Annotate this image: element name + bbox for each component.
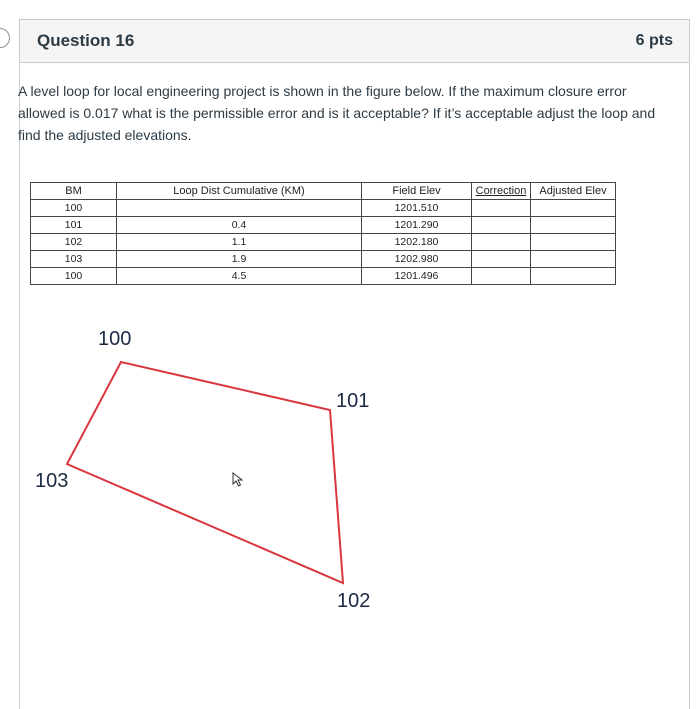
cell-adjusted [531, 268, 616, 285]
header-adjusted-elev: Adjusted Elev [531, 183, 616, 200]
cell-correction [472, 200, 531, 217]
cell-dist: 1.1 [117, 234, 362, 251]
cell-bm: 100 [31, 268, 117, 285]
label-bm-103: 103 [35, 470, 69, 492]
cell-bm: 100 [31, 200, 117, 217]
circle-marker-icon [0, 28, 10, 48]
level-loop-polygon [67, 362, 343, 583]
cell-correction [472, 251, 531, 268]
header-correction: Correction [472, 183, 531, 200]
cell-adjusted [531, 217, 616, 234]
question-header [20, 20, 689, 63]
mouse-pointer-icon [232, 472, 246, 493]
cell-elev: 1201.290 [362, 217, 472, 234]
table-row [31, 251, 616, 268]
benchmark-table [30, 182, 616, 285]
cell-dist: 4.5 [117, 268, 362, 285]
cell-adjusted [531, 200, 616, 217]
cell-elev: 1202.180 [362, 234, 472, 251]
cell-elev: 1202.980 [362, 251, 472, 268]
cell-dist: 1.9 [117, 251, 362, 268]
cell-correction [472, 217, 531, 234]
cell-dist: 0.4 [117, 217, 362, 234]
question-title: Question 16 [37, 31, 135, 50]
table-header-row [31, 183, 616, 200]
table-row [31, 268, 616, 285]
label-bm-100: 100 [98, 328, 132, 350]
cell-elev: 1201.496 [362, 268, 472, 285]
cell-bm: 103 [31, 251, 117, 268]
question-points: 6 pts [635, 32, 673, 49]
table-row [31, 217, 616, 234]
cell-elev: 1201.510 [362, 200, 472, 217]
cell-dist [117, 200, 362, 217]
question-text: A level loop for local engineering project is shown in the figure below. If the maximum closure error allowed is 0.017 what is the permissible error and is it acceptable? If it’s acceptable adjust the loop and find the adjusted elevations. [18, 83, 656, 143]
label-bm-101: 101 [336, 390, 370, 412]
header-bm: BM [31, 183, 117, 200]
cell-correction [472, 268, 531, 285]
table-row [31, 200, 616, 217]
cell-bm: 101 [31, 217, 117, 234]
header-loop-dist: Loop Dist Cumulative (KM) [117, 183, 362, 200]
level-loop-figure [0, 300, 700, 630]
cell-adjusted [531, 251, 616, 268]
cell-adjusted [531, 234, 616, 251]
label-bm-102: 102 [337, 590, 371, 612]
header-field-elev: Field Elev [362, 183, 472, 200]
table-row [31, 234, 616, 251]
cell-bm: 102 [31, 234, 117, 251]
cell-correction [472, 234, 531, 251]
